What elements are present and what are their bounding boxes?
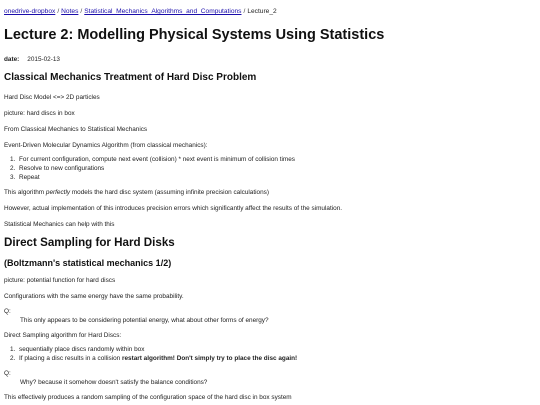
date-value: 2015-02-13 [27, 56, 60, 63]
list-item: 2. If placing a disc results in a collision restart algorithm! Don't simply try to place the disc again! [10, 355, 298, 362]
page-title: Lecture 2: Modelling Physical Systems Using Statistics [4, 27, 385, 43]
date-meta [4, 56, 60, 63]
paragraph: This effectively produces a random sampling of the configuration space of the hard disc in box system [4, 394, 292, 401]
breadcrumb-current: Lecture_2 [247, 8, 277, 15]
question-label: Q: [4, 370, 11, 377]
list-item-text: For current configuration, compute next event (collision) * next event is minimum of collision times [19, 156, 295, 163]
paragraph: Event-Driven Molecular Dynamics Algorithm (from classical mechanics): [4, 142, 208, 149]
breadcrumb-separator: / [57, 8, 60, 15]
paragraph: picture: potential function for hard discs [4, 277, 116, 284]
bold-text: restart algorithm! Don't simply try to place the disc again! [122, 355, 298, 362]
question-text: This only appears to be considering potential energy, what about other forms of energy? [20, 317, 269, 324]
paragraph: Statistical Mechanics can help with this [4, 221, 115, 228]
list-item: 3. Repeat [10, 174, 40, 181]
emphasis-text: perfectly [45, 189, 71, 196]
subsection-heading-boltzmann: (Boltzmann's statistical mechanics 1/2) [4, 258, 172, 268]
section-heading-direct-sampling: Direct Sampling for Hard Disks [4, 236, 175, 249]
paragraph: picture: hard discs in box [4, 110, 75, 117]
breadcrumb-link-notes[interactable]: Notes [61, 8, 79, 15]
question-label: Q: [4, 308, 11, 315]
paragraph: However, actual implementation of this introduces precision errors which significantly affect the results of the simulation. [4, 205, 343, 212]
question-text: Why? because it somehow doesn't satisfy the balance conditions? [20, 379, 208, 386]
list-item-text: If placing a disc results in a collision [19, 355, 123, 362]
paragraph: This algorithm perfectly models the hard disc system (assuming infinite precision calculations) [4, 189, 269, 196]
list-item: 2. Resolve to new configurations [10, 165, 105, 172]
breadcrumb-link-statistical-mechanics[interactable]: Statistical_Mechanics_Algorithms_and_Computations [84, 8, 242, 15]
section-heading-classical-mechanics: Classical Mechanics Treatment of Hard Disc Problem [4, 72, 257, 83]
breadcrumb-separator: / [243, 8, 246, 15]
list-item: 1. For current configuration, compute next event (collision) * next event is minimum of collision times [10, 156, 295, 163]
list-item-text: sequentially place discs randomly within box [19, 346, 145, 353]
paragraph: Configurations with the same energy have the same probability. [4, 293, 184, 300]
list-item-text: Repeat [19, 174, 40, 181]
breadcrumb-link-onedrive-dropbox[interactable]: onedrive-dropbox [4, 8, 56, 15]
list-item-text: Resolve to new configurations [19, 165, 105, 172]
paragraph: Direct Sampling algorithm for Hard Discs: [4, 332, 122, 339]
paragraph: From Classical Mechanics to Statistical Mechanics [4, 126, 148, 133]
date-label: date: [4, 56, 20, 63]
breadcrumb [4, 8, 277, 15]
paragraph: Hard Disc Model <=> 2D particles [4, 94, 100, 101]
list-item: 1. sequentially place discs randomly within box [10, 346, 145, 353]
breadcrumb-separator: / [80, 8, 83, 15]
